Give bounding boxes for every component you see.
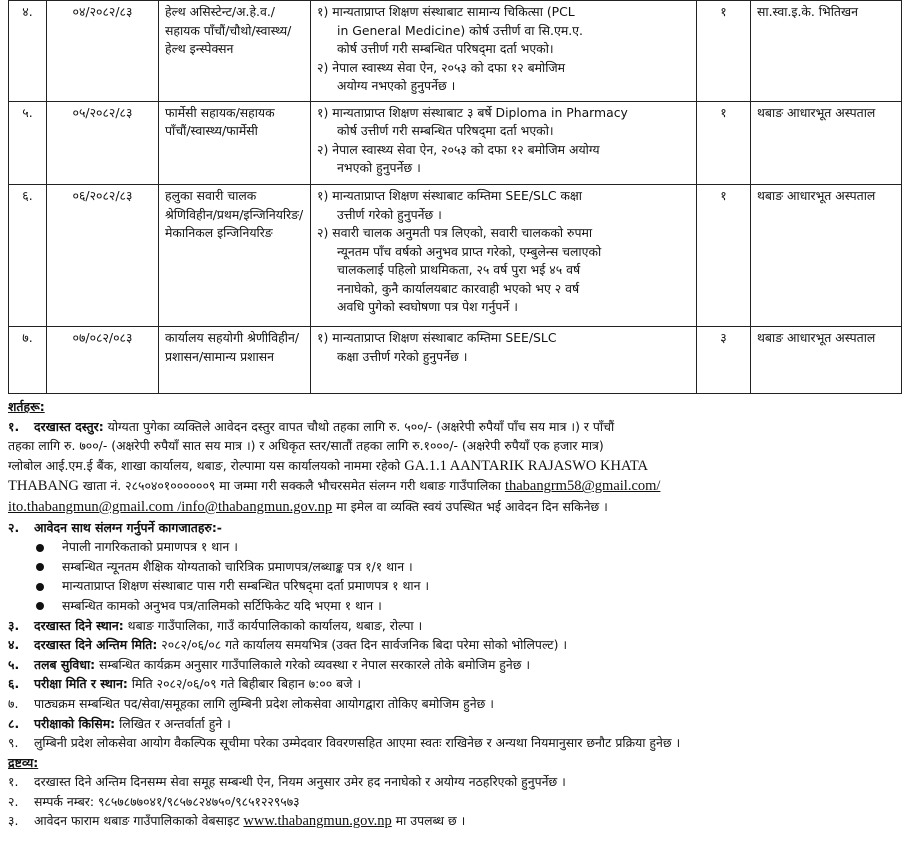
term-label: दरखास्त दिने स्थान: xyxy=(34,617,124,633)
account-name: GA.1.1 AANTARIK RAJASWO KHATA xyxy=(404,457,648,474)
term-deadline xyxy=(8,635,901,655)
term-number: ६. xyxy=(8,676,20,692)
term-number: ९. xyxy=(8,735,19,751)
table-row xyxy=(9,185,902,327)
term-text: खाता नं. २८५०४०१००००००९ मा जम्मा गरी सक्कलै भौचरसमेत संलग्न गरी थबाङ गाउँपालिका xyxy=(82,478,501,494)
term-number: ४. xyxy=(8,637,20,653)
requirements xyxy=(311,1,697,102)
req-line: चालकलाई पहिलो प्राथमिकता, २५ वर्ष पुरा भई ४५ वर्ष xyxy=(337,262,581,278)
term-text-line xyxy=(8,476,901,497)
terms-heading: शर्तहरू: xyxy=(8,399,45,414)
list-item-text: सम्बन्धित न्यूनतम शैक्षिक योग्यताको चारित्रिक प्रमाणपत्र/लब्धाङ्क पत्र १/१ थान । xyxy=(62,558,413,574)
note-number: ३. xyxy=(8,813,19,829)
term-text: लिखित र अन्तर्वार्ता हुने । xyxy=(119,715,231,731)
term-text-line xyxy=(8,456,901,477)
advert-number: ०६/२०८२/८३ xyxy=(47,185,159,327)
term-alternate-list xyxy=(8,733,901,753)
requirements xyxy=(311,185,697,327)
req-line: २) सवारी चालक अनुमती पत्र लिएको, सवारी चालकको रुपमा xyxy=(317,225,593,241)
list-item-text: मान्यताप्राप्त शिक्षण संस्थाबाट पास गरी सम्बन्धित परिषद्‌मा दर्ता प्रमाणपत्र १ थान । xyxy=(62,578,430,594)
req-line: २) नेपाल स्वास्थ्य सेवा ऐन, २०५३ को दफा १२ बमोजिम अयोग्य xyxy=(317,141,600,157)
req-line: १) मान्यताप्राप्त शिक्षण संस्थाबाट ३ बर्षे Diploma in Pharmacy xyxy=(317,104,628,120)
requirements xyxy=(311,327,697,394)
req-line: १) मान्यताप्राप्त शिक्षण संस्थाबाट सामान्य चिकित्सा (PCL xyxy=(317,4,575,19)
bullet-icon xyxy=(36,544,44,552)
req-line: नभएको हुनुपर्नेछ । xyxy=(337,160,421,176)
work-place: सा.स्वा.इ.के. भितिखन xyxy=(751,1,902,102)
row-serial: ५. xyxy=(9,101,47,185)
note-heading: द्रष्टव्य: xyxy=(8,754,39,770)
vacancy-table xyxy=(8,0,902,394)
account-name: THABANG xyxy=(8,478,79,495)
work-place: थबाङ आधारभूत अस्पताल xyxy=(751,327,902,394)
term-label: परीक्षा मिति र स्थान: xyxy=(34,676,128,692)
term-text: सम्बन्धित कार्यक्रम अनुसार गाउँपालिकाले गरेको व्यवस्था र नेपाल सरकारले तोके बमोजिम हुनेछ । xyxy=(99,656,531,672)
req-line: २) नेपाल स्वास्थ्य सेवा ऐन, २०५३ को दफा १२ बमोजिम xyxy=(317,59,566,75)
term-text: लुम्बिनी प्रदेश लोकसेवा आयोग वैकल्पिक सूचीमा परेका उम्मेदवार विवरणसहित आएमा स्वतः राखिनेछ र अन्यथा नियमानुसार छनौट प्रक्रिया हुनेछ । xyxy=(34,735,681,751)
term-number: ३. xyxy=(8,617,20,633)
term-place xyxy=(8,616,901,636)
advert-number: ०५/२०८२/८३ xyxy=(47,101,159,185)
term-number: ७. xyxy=(8,695,19,711)
req-line: १) मान्यताप्राप्त शिक्षण संस्थाबाट कम्तिमा SEE/SLC कक्षा xyxy=(317,188,583,204)
req-line: उत्तीर्ण गरेको हुनुपर्नेछ । xyxy=(337,206,442,222)
term-text: पाठ्यक्रम सम्बन्धित पद/सेवा/समूहका लागि लुम्बिनी प्रदेश लोकसेवा आयोगद्वारा तोकिए बमोजिम हुनेछ । xyxy=(34,695,494,711)
table-row xyxy=(9,327,902,394)
table-row xyxy=(9,101,902,185)
row-serial: ६. xyxy=(9,185,47,327)
term-label: आवेदन साथ संलग्न गर्नुपर्ने कागजातहरु:- xyxy=(34,519,222,535)
term-label: दरखास्त दिने अन्तिम मिति: xyxy=(34,637,158,653)
post-name: हलुका सवारी चालक श्रेणिविहीन/प्रथम/इन्जिनियरिङ/मेकानिकल इन्जिनियरिङ xyxy=(159,185,311,327)
term-text: थबाङ गाउँपालिका, गाउँ कार्यपालिकाको कार्यालय, थबाङ, रोल्पा । xyxy=(127,617,423,633)
note-text: मा उपलब्ध छ । xyxy=(395,813,466,829)
term-label: परीक्षाको किसिम: xyxy=(34,715,116,731)
list-item xyxy=(8,576,901,596)
email-link[interactable]: thabangrm58@gmail.com/ xyxy=(504,478,661,495)
term-exam-type xyxy=(8,714,901,734)
website-link[interactable]: www.thabangmun.gov.np xyxy=(243,813,392,830)
work-place: थबाङ आधारभूत अस्पताल xyxy=(751,185,902,327)
term-syllabus xyxy=(8,694,901,714)
term-text: ग्लोबोल आई.एम.ई बैंक, शाखा कार्यालय, थबाङ, रोल्पामा यस कार्यालयको नाममा रहेको xyxy=(8,457,401,473)
term-fee xyxy=(8,417,901,437)
req-line: कोर्ष उत्तीर्ण गरी सम्बन्धित परिषद्‌मा दर्ता भएको। xyxy=(337,41,554,56)
term-number: २. xyxy=(8,519,20,535)
req-line: अयोग्य नभएको हुनुपर्नेछ । xyxy=(337,78,456,93)
req-line: अवधि पुगेको स्वघोषणा पत्र पेश गर्नुपर्ने । xyxy=(337,299,518,315)
note-number: २. xyxy=(8,793,19,809)
term-text-line xyxy=(8,497,901,518)
note-item xyxy=(8,772,901,792)
term-text: मा इमेल वा व्यक्ति स्वयं उपस्थित भई आवेदन दिन सकिनेछ । xyxy=(336,498,608,514)
bullet-icon xyxy=(36,602,44,610)
post-count: १ xyxy=(697,101,751,185)
list-item-text: सम्बन्धित कामको अनुभव पत्र/तालिमको सर्टिफिकेट यदि भएमा १ थान । xyxy=(62,597,382,613)
req-line: कक्षा उत्तीर्ण गरेको हुनुपर्नेछ । xyxy=(337,348,468,364)
table-row xyxy=(9,1,902,102)
post-count: ३ xyxy=(697,327,751,394)
bullet-icon xyxy=(36,583,44,591)
advert-number: ०७/०८२/०८३ xyxy=(47,327,159,394)
term-label: दरखास्त दस्तुर: xyxy=(34,418,104,434)
req-line: न्यूनतम पाँच वर्षको अनुभव प्राप्त गरेको, एम्बुलेन्स चलाएको xyxy=(337,243,602,259)
terms-section xyxy=(8,397,901,832)
term-exam-date xyxy=(8,674,901,694)
row-serial: ७. xyxy=(9,327,47,394)
term-text: योग्यता पुगेका व्यक्तिले आवेदन दस्तुर वापत चौथो तहका लागि रु. ५००/- (अक्षरेपी रुपैयाँ पाँच सय मात्र ।) र पाँचौं xyxy=(107,418,615,434)
term-number: ८. xyxy=(8,715,20,731)
post-count: १ xyxy=(697,1,751,102)
note-number: १. xyxy=(8,774,19,790)
email-link[interactable]: ito.thabangmun@gmail.com /info@thabangmun.gov.np xyxy=(8,498,333,515)
term-text-line: तहका लागि रु. ७००/- (अक्षरेपी रुपैयाँ सात सय मात्र ।) र अधिकृत स्तर/सातौं तहका लागि रु.१०००/- (अक्षरेपी रुपैयाँ एक हजार मात्र) xyxy=(8,438,604,454)
term-number: १. xyxy=(8,418,20,434)
term-salary xyxy=(8,655,901,675)
note-item xyxy=(8,792,901,812)
post-name: कार्यालय सहयोगी श्रेणीविहीन/प्रशासन/सामान्य प्रशासन xyxy=(159,327,311,394)
term-label: तलब सुविधा: xyxy=(34,656,96,672)
contact-numbers: सम्पर्क नम्बर: ९८५७८७७०४१/९८५७८२४७५०/९८५१२२९५७३ xyxy=(34,793,300,809)
list-item-text: नेपाली नागरिकताको प्रमाणपत्र १ थान । xyxy=(62,539,238,555)
req-line: in General Medicine) कोर्ष उत्तीर्ण वा सि.एम.ए. xyxy=(337,22,583,38)
term-text: २०८२/०६/०८ गते कार्यालय समयभित्र (उक्त दिन सार्वजनिक बिदा परेमा सोको भोलिपल्ट) । xyxy=(161,637,568,653)
term-documents xyxy=(8,518,901,538)
req-line: ननाघेको, कुनै कार्यालयबाट कारवाही भएको भए २ वर्ष xyxy=(337,280,580,296)
post-count: १ xyxy=(697,185,751,327)
row-serial: ४. xyxy=(9,1,47,102)
list-item xyxy=(8,537,901,557)
term-number: ५. xyxy=(8,656,20,672)
bullet-icon xyxy=(36,563,44,571)
note-text: दरखास्त दिने अन्तिम दिनसम्म सेवा समूह सम्बन्धी ऐन, नियम अनुसार उमेर हद ननाघेको र अयोग्य नठहरिएको हुनुपर्नेछ । xyxy=(34,774,566,790)
advert-number: ०४/२०८२/८३ xyxy=(47,1,159,102)
note-text: आवेदन फाराम थबाङ गाउँपालिकाको वेबसाइट xyxy=(34,813,240,829)
req-line: १) मान्यताप्राप्त शिक्षण संस्थाबाट कम्तिमा SEE/SLC xyxy=(317,330,557,346)
post-name: हेल्थ असिस्टेन्ट/अ.हे.व./सहायक पाँचौं/चौथो/स्वास्थ्य/हेल्थ इन्स्पेक्सन xyxy=(159,1,311,102)
term-text: मिति २०८२/०६/०९ गते बिहीबार बिहान ७:०० बजे । xyxy=(131,676,362,692)
requirements xyxy=(311,101,697,185)
work-place: थबाङ आधारभूत अस्पताल xyxy=(751,101,902,185)
list-item xyxy=(8,596,901,616)
note-item xyxy=(8,811,901,832)
list-item xyxy=(8,557,901,577)
req-line: कोर्ष उत्तीर्ण गरी सम्बन्धित परिषद्‌मा दर्ता भएको। xyxy=(337,123,554,139)
post-name: फार्मेसी सहायक/सहायक पाँचौं/स्वास्थ्य/फार्मेसी xyxy=(159,101,311,185)
